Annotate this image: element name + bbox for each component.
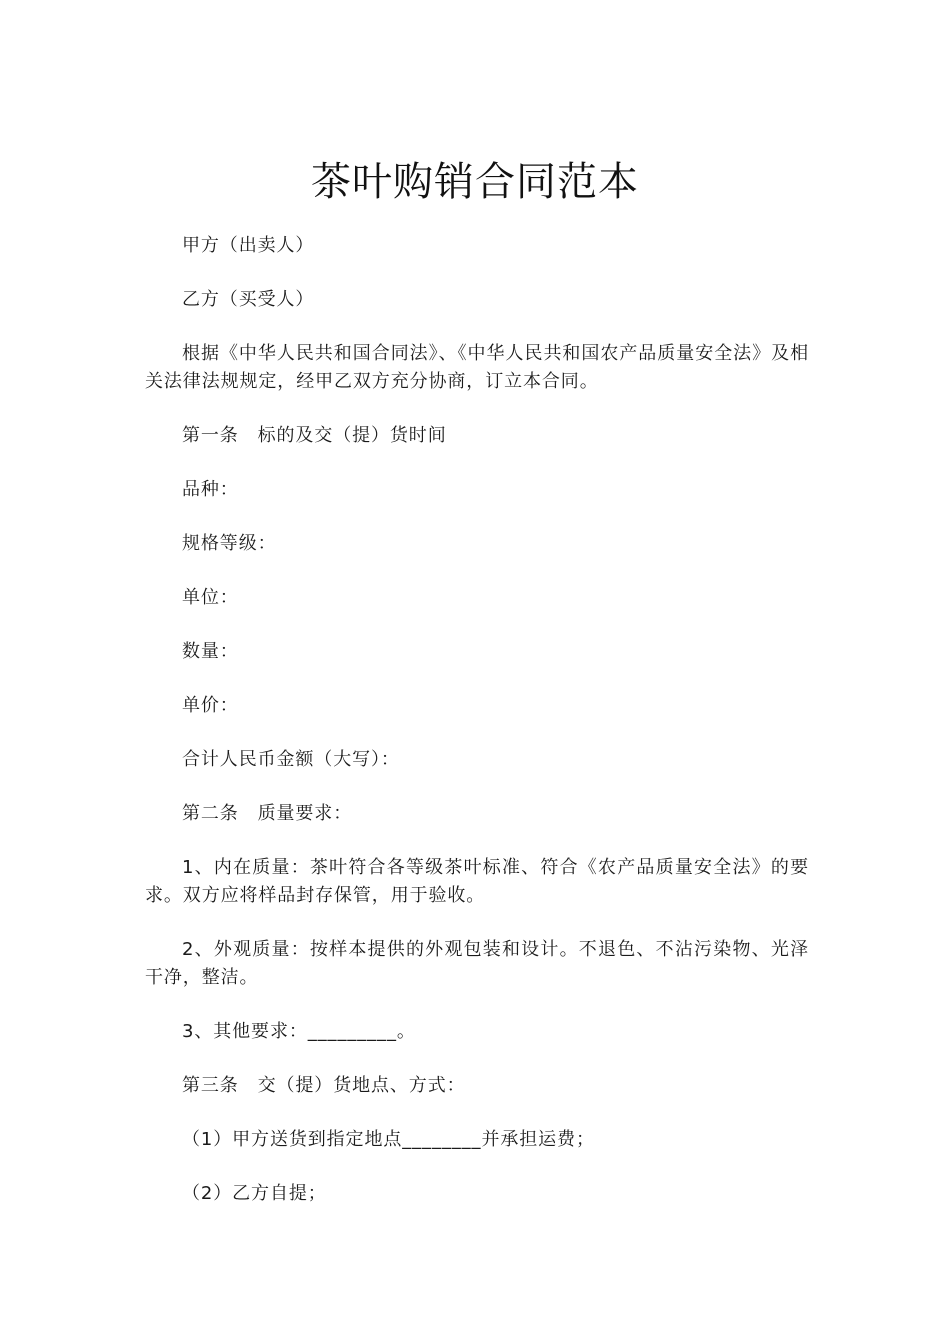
quantity-field: 数量：: [182, 641, 239, 662]
document-body: [145, 232, 809, 1234]
grade-field: 规格等级：: [182, 533, 277, 554]
article-3-heading: 第三条 交（提）货地点、方式：: [182, 1075, 466, 1096]
article-1-heading: 第一条 标的及交（提）货时间: [182, 425, 447, 446]
party-b-line: 乙方（买受人）: [182, 289, 315, 310]
total-amount-field: 合计人民币金额（大写）：: [182, 749, 400, 770]
unit-field: 单位：: [182, 587, 239, 608]
quality-clause-2: 2、外观质量：按样本提供的外观包装和设计。不退色、不沾污染物、光泽干净，整洁。: [145, 939, 809, 988]
preamble-paragraph: 根据《中华人民共和国合同法》、《中华人民共和国农产品质量安全法》及相关法律法规规定，经甲乙双方充分协商，订立本合同。: [145, 343, 809, 392]
article-2-heading: 第二条 质量要求：: [182, 803, 353, 824]
party-a-line: 甲方（出卖人）: [182, 235, 315, 256]
quality-clause-1: 1、内在质量：茶叶符合各等级茶叶标准、符合《农产品质量安全法》的要求。双方应将样品封存保管，用于验收。: [145, 857, 809, 906]
delivery-option-1: （1）甲方送货到指定地点________并承担运费；: [182, 1129, 595, 1150]
variety-field: 品种：: [182, 479, 239, 500]
delivery-option-2: （2）乙方自提；: [182, 1183, 327, 1204]
unit-price-field: 单价：: [182, 695, 239, 716]
quality-clause-3: 3、其他要求：_________。: [182, 1021, 416, 1042]
document-title: 茶叶购销合同范本: [311, 159, 639, 205]
